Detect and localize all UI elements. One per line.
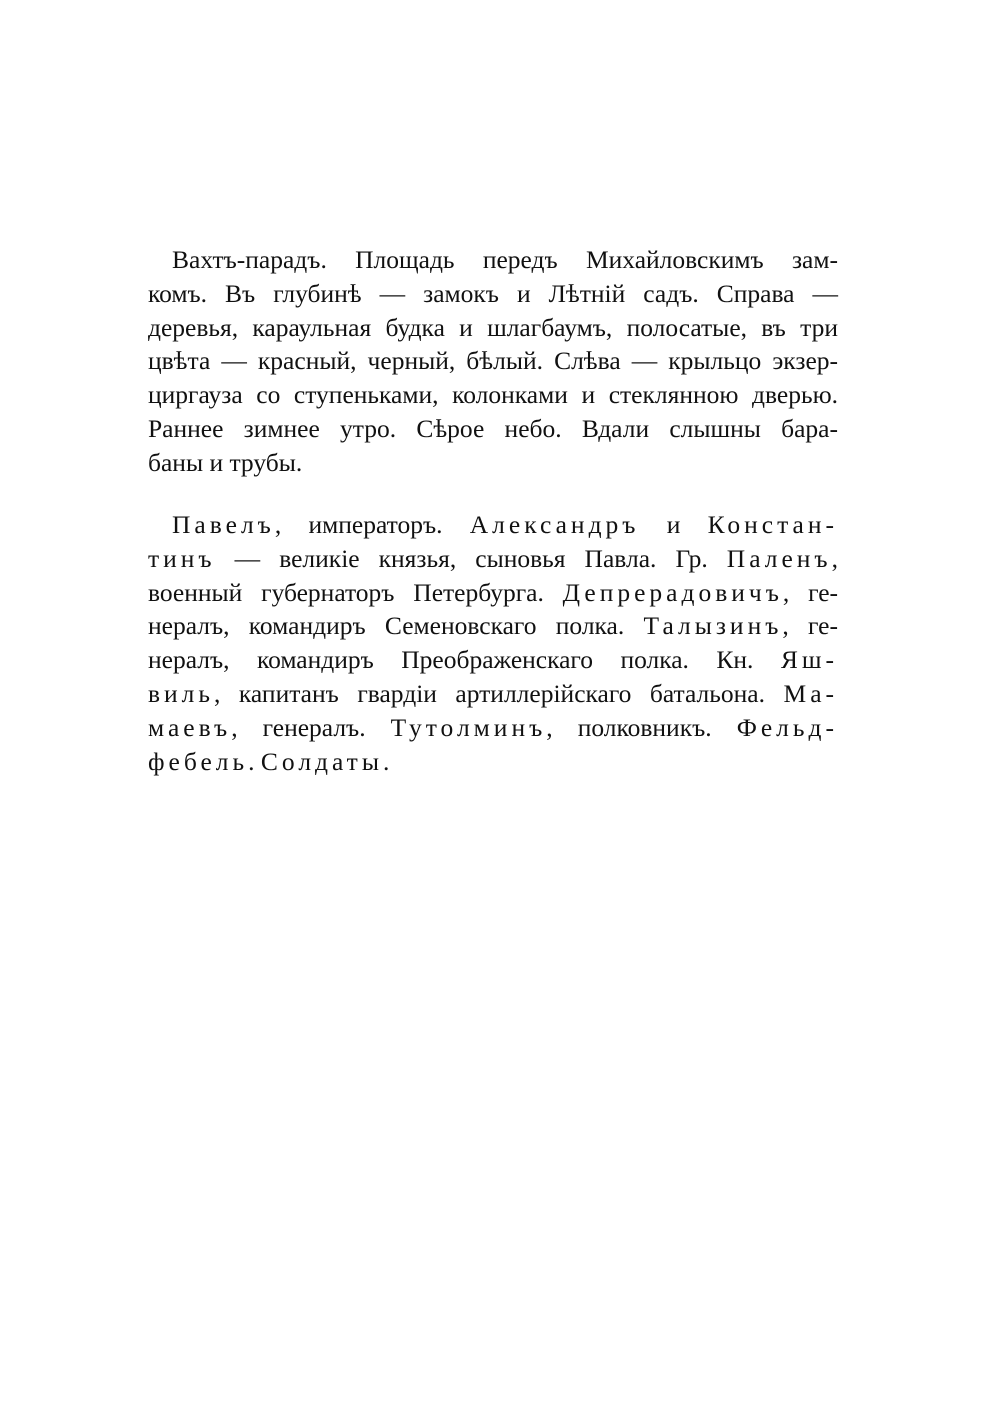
stage-direction-line: деревья, караульная будка и шлагбаумъ, полосатые, въ три [148, 312, 838, 342]
character-name: Фельд- [736, 712, 838, 742]
stage-direction-line: Раннее зимнее утро. Сѣрое небо. Вдали слышны бара- [148, 413, 838, 443]
dramatis-personae-line [148, 508, 838, 542]
character-description: , ге- [782, 611, 838, 641]
dramatis-personae-line [148, 745, 838, 779]
stage-direction-line: цвѣта — красный, черный, бѣлый. Слѣва — крыльцо экзер- [148, 346, 838, 376]
character-name: Павелъ [172, 510, 275, 539]
character-description: нералъ, командиръ Преображенскаго полка. Кн. [148, 645, 781, 675]
dramatis-personae-line [148, 542, 838, 576]
character-name: Тутолминъ [390, 712, 547, 742]
character-description: . [248, 746, 261, 776]
character-name: Солдаты [260, 746, 383, 776]
character-description: , капитанъ гвардіи артиллерійскаго батальона. [214, 678, 784, 708]
character-description: . [382, 746, 390, 776]
dramatis-personae-line [148, 677, 838, 711]
character-name: Депрерадовичъ [562, 577, 783, 607]
character-description: , императоръ. [274, 510, 470, 539]
character-name: маевъ [148, 712, 232, 742]
stage-direction-line: Вахтъ-парадъ. Площадь передъ Михайловскимъ зам- [172, 245, 838, 274]
stage-direction-paragraph [148, 243, 838, 480]
dramatis-personae-line [148, 643, 838, 677]
dramatis-personae-line [148, 609, 838, 643]
character-name: виль [148, 678, 215, 708]
character-name: Талызинъ [643, 611, 783, 641]
character-description: военный губернаторъ Петербурга. [148, 577, 563, 607]
stage-direction-line: баны и трубы. [148, 447, 303, 477]
character-description: — великіе князья, сыновья Павла. Гр. [215, 543, 727, 573]
stage-direction-line: комъ. Въ глубинѣ — замокъ и Лѣтній садъ. Справа — [148, 278, 838, 308]
dramatis-personae-paragraph [148, 508, 838, 778]
dramatis-personae-line [148, 711, 838, 745]
character-description: нералъ, командиръ Семеновскаго полка. [148, 611, 644, 641]
character-description: , полковникъ. [546, 712, 737, 742]
character-name: фебель [148, 746, 249, 776]
character-name: Паленъ [726, 543, 832, 573]
character-description: , [831, 543, 838, 573]
character-name: Александръ [469, 510, 640, 539]
character-description: , ге- [782, 577, 839, 607]
character-name: Констан- [707, 510, 838, 539]
character-name: Яш- [780, 645, 838, 675]
character-name: Ма- [783, 678, 838, 708]
character-name: тинъ [148, 543, 216, 573]
dramatis-personae-line [148, 576, 838, 610]
character-description: и [639, 510, 708, 539]
stage-direction-line: циргауза со ступеньками, колонками и стеклянною дверью. [148, 380, 838, 410]
character-description: , генералъ. [231, 712, 391, 742]
